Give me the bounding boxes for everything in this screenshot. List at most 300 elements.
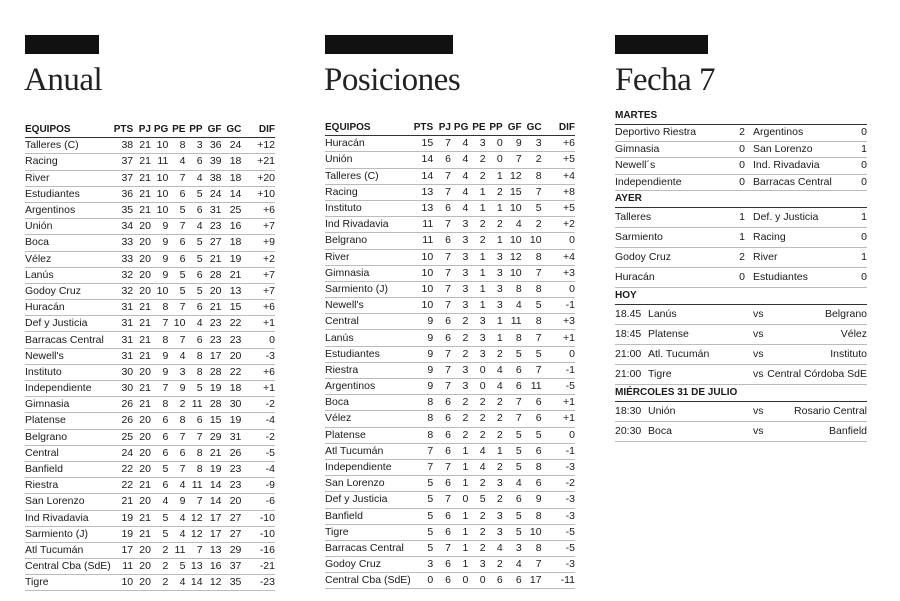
stat-cell: 2 [468,508,485,524]
stat-cell: 20 [133,461,151,477]
stat-cell: 0 [468,379,485,395]
column-header: GC [222,122,242,138]
team-name-cell: Racing [325,184,411,200]
team-name-cell: Belgrano [325,233,411,249]
stat-cell: 19 [111,526,133,542]
away-team: River [753,251,778,263]
stat-cell: 22 [111,478,133,494]
stat-cell: 20 [222,494,242,510]
stat-cell: 7 [433,265,451,281]
team-name-cell: Independiente [25,381,111,397]
table-row [325,524,575,540]
kickoff-time: 21:00 [615,368,642,380]
match-row [615,228,867,248]
stat-cell: 3 [468,314,485,330]
stat-cell: 9 [411,346,433,362]
stat-cell: 25 [222,202,242,218]
stat-cell: 21 [133,510,151,526]
stat-cell: 20 [222,348,242,364]
stat-cell: 4 [486,379,503,395]
home-score: 0 [739,159,745,171]
stat-cell: 20 [203,283,222,299]
stat-cell: 20 [133,364,151,380]
stat-cell: 9 [522,492,542,508]
stat-cell: 33 [111,251,133,267]
column-header: EQUIPOS [25,122,111,138]
stat-cell: 27 [222,510,242,526]
redacted-label-bar-posiciones [325,35,453,54]
stat-cell: 6 [433,427,451,443]
stat-cell: 3 [451,281,468,297]
stat-cell: 1 [468,265,485,281]
stat-cell: 2 [486,492,503,508]
team-name-cell: Central [25,445,111,461]
stat-cell: 4 [168,154,185,170]
team-name-cell: Atl Tucumán [325,443,411,459]
match-row [615,158,867,175]
stat-cell: 7 [185,542,202,558]
stat-cell: 2 [468,395,485,411]
stat-cell: 2 [451,314,468,330]
stat-cell: 12 [503,168,522,184]
stat-cell: 21 [133,300,151,316]
fixture-panel [615,108,867,442]
match-row [615,142,867,159]
stat-cell: 14 [203,478,222,494]
section-label-martes: MARTES [615,108,867,125]
stat-cell: 1 [486,200,503,216]
stat-cell: 7 [151,381,168,397]
stat-cell: 35 [222,575,242,591]
stat-cell: 2 [468,476,485,492]
table-row [325,411,575,427]
stat-cell: 2 [468,217,485,233]
stat-cell: 5 [411,508,433,524]
stat-cell: 2 [468,427,485,443]
stat-cell: 7 [433,298,451,314]
stat-cell: -10 [241,526,275,542]
stat-cell: 6 [151,413,168,429]
table-row [25,251,275,267]
stat-cell: 14 [203,494,222,510]
stat-cell: 20 [133,429,151,445]
stat-cell: -11 [542,573,575,589]
stat-cell: 10 [111,575,133,591]
table-row [25,526,275,542]
away-team: Rosario Central [794,405,867,417]
stat-cell: 10 [411,281,433,297]
stat-cell: 3 [185,138,202,154]
stat-cell: 2 [486,217,503,233]
stat-cell: 2 [468,168,485,184]
stat-cell: 3 [451,379,468,395]
stat-cell: 5 [168,283,185,299]
stat-cell: 7 [168,219,185,235]
table-row [25,283,275,299]
stat-cell: 5 [185,381,202,397]
stat-cell: 7 [168,300,185,316]
table-row [25,445,275,461]
stat-cell: 9 [411,314,433,330]
away-score: 0 [861,271,867,283]
stat-cell: +7 [241,219,275,235]
stat-cell: -2 [241,429,275,445]
stat-cell: 13 [411,200,433,216]
stat-cell: 8 [185,461,202,477]
stat-cell: 7 [433,184,451,200]
stat-cell: 5 [503,508,522,524]
table-row [25,202,275,218]
stat-cell: 4 [168,510,185,526]
team-name-cell: Barracas Central [25,332,111,348]
stat-cell: 6 [168,235,185,251]
stat-cell: 11 [522,379,542,395]
anual-standings-table [25,122,275,591]
stat-cell: 5 [151,526,168,542]
stat-cell: 7 [433,249,451,265]
team-name-cell: Boca [325,395,411,411]
stat-cell: 6 [433,395,451,411]
stat-cell: 1 [486,443,503,459]
stat-cell: 0 [542,427,575,443]
stat-cell: 0 [486,136,503,152]
stat-cell: 23 [222,461,242,477]
team-name-cell: Central Cba (SdE) [325,573,411,589]
team-name-cell: Godoy Cruz [325,557,411,573]
team-name-cell: Independiente [325,459,411,475]
stat-cell: 21 [133,526,151,542]
column-header: DIF [542,120,575,136]
team-name-cell: Unión [325,152,411,168]
stat-cell: 0 [542,233,575,249]
stat-cell: 1 [451,557,468,573]
posiciones-standings-table [325,120,575,589]
stat-cell: 4 [486,540,503,556]
stat-cell: 7 [503,395,522,411]
stat-cell: 20 [133,542,151,558]
stat-cell: 6 [522,411,542,427]
stat-cell: 4 [451,184,468,200]
stat-cell: +6 [241,364,275,380]
stat-cell: 4 [451,152,468,168]
away-team: Def. y Justicia [753,211,819,223]
column-header: PTS [111,122,133,138]
stat-cell: 2 [468,524,485,540]
stat-cell: 23 [203,219,222,235]
stat-cell: 1 [468,184,485,200]
stat-cell: 9 [411,362,433,378]
stat-cell: 2 [451,330,468,346]
stat-cell: 21 [133,316,151,332]
stat-cell: 21 [133,332,151,348]
team-name-cell: Huracán [25,300,111,316]
kickoff-time: 20:30 [615,425,642,437]
posiciones-title: Posiciones [324,62,461,98]
stat-cell: 5 [503,524,522,540]
stat-cell: 16 [203,559,222,575]
stat-cell: 6 [433,557,451,573]
stat-cell: 8 [411,411,433,427]
stat-cell: +1 [542,330,575,346]
stat-cell: 21 [133,348,151,364]
home-score: 2 [739,251,745,263]
team-name-cell: Instituto [25,364,111,380]
team-name-cell: Atl Tucumán [25,542,111,558]
team-name-cell: Banfield [325,508,411,524]
stat-cell: 3 [411,557,433,573]
stat-cell: 4 [468,443,485,459]
stat-cell: +21 [241,154,275,170]
team-name-cell: Gimnasia [325,265,411,281]
column-header: PJ [133,122,151,138]
table-row [325,281,575,297]
stat-cell: 30 [111,364,133,380]
stat-cell: 8 [411,427,433,443]
home-score: 2 [739,126,745,138]
table-row [325,233,575,249]
stat-cell: +4 [542,168,575,184]
team-name-cell: Belgrano [25,429,111,445]
stat-cell: 31 [111,316,133,332]
stat-cell: 0 [241,332,275,348]
home-team: Godoy Cruz [615,251,672,263]
stat-cell: 21 [133,186,151,202]
versus-label: vs [753,405,764,417]
stat-cell: 18 [222,154,242,170]
stat-cell: -3 [542,557,575,573]
table-row [325,459,575,475]
stat-cell: 29 [222,542,242,558]
stat-cell: 3 [451,249,468,265]
miercoles-schedule [615,402,867,442]
stat-cell: 2 [486,411,503,427]
stat-cell: 11 [411,233,433,249]
away-team: Belgrano [824,308,867,320]
stat-cell: 6 [433,443,451,459]
away-score: 0 [861,175,867,188]
stat-cell: 20 [133,235,151,251]
stat-cell: 4 [185,316,202,332]
stat-cell: 27 [203,235,222,251]
stat-cell: 27 [222,526,242,542]
stat-cell: 5 [411,476,433,492]
stat-cell: 1 [468,281,485,297]
stat-cell: 5 [411,492,433,508]
column-header: GF [203,122,222,138]
stat-cell: +1 [542,395,575,411]
stat-cell: 13 [185,559,202,575]
stat-cell: 21 [133,397,151,413]
stat-cell: 5 [503,427,522,443]
column-header: PE [468,120,485,136]
stat-cell: 8 [185,445,202,461]
team-name-cell: Platense [325,427,411,443]
kickoff-time: 18.45 [615,308,642,320]
stat-cell: 19 [222,413,242,429]
stat-cell: +2 [542,217,575,233]
home-team: Gimnasia [615,142,660,155]
stat-cell: 3 [486,476,503,492]
stat-cell: 8 [168,413,185,429]
stat-cell: 9 [411,330,433,346]
stat-cell: 6 [503,362,522,378]
table-row [325,346,575,362]
stat-cell: 2 [468,540,485,556]
stat-cell: 20 [133,251,151,267]
team-name-cell: Riestra [25,478,111,494]
stat-cell: 7 [411,443,433,459]
stat-cell: 6 [522,443,542,459]
table-row [325,379,575,395]
stat-cell: 6 [503,573,522,589]
stat-cell: +1 [542,411,575,427]
team-name-cell: Huracán [325,136,411,152]
table-header-row [25,122,275,138]
stat-cell: 17 [203,348,222,364]
stat-cell: 2 [451,395,468,411]
stat-cell: 3 [468,346,485,362]
stat-cell: +6 [241,202,275,218]
stat-cell: 18 [222,381,242,397]
stat-cell: 20 [133,575,151,591]
stat-cell: 9 [151,251,168,267]
away-team: San Lorenzo [753,142,813,155]
stat-cell: 3 [486,508,503,524]
away-score: 1 [861,211,867,223]
stat-cell: 4 [486,362,503,378]
stat-cell: 3 [451,298,468,314]
stat-cell: 5 [411,524,433,540]
stat-cell: 9 [168,494,185,510]
stat-cell: 4 [503,298,522,314]
stat-cell: 7 [503,411,522,427]
fixture-row [615,422,867,442]
home-team: Independiente [615,175,682,188]
away-team: Central Córdoba SdE [767,368,867,380]
stat-cell: 6 [168,186,185,202]
column-header: PG [151,122,168,138]
table-row [25,219,275,235]
match-row [615,125,867,142]
stat-cell: 8 [151,300,168,316]
stat-cell: 9 [151,267,168,283]
stat-cell: 21 [133,478,151,494]
stat-cell: 7 [433,459,451,475]
table-row [25,429,275,445]
stat-cell: 5 [522,200,542,216]
stat-cell: -5 [542,524,575,540]
stat-cell: 6 [151,429,168,445]
table-row [325,508,575,524]
stat-cell: 7 [411,459,433,475]
stat-cell: 26 [111,413,133,429]
stat-cell: 9 [151,235,168,251]
team-name-cell: Gimnasia [25,397,111,413]
stat-cell: 11 [111,559,133,575]
stat-cell: -2 [542,476,575,492]
team-name-cell: Vélez [325,411,411,427]
stat-cell: +3 [542,265,575,281]
stat-cell: 6 [503,379,522,395]
team-name-cell: Riestra [325,362,411,378]
away-score: 1 [861,142,867,155]
stat-cell: 11 [168,542,185,558]
stat-cell: 6 [433,233,451,249]
team-name-cell: Argentinos [25,202,111,218]
versus-label: vs [753,348,764,360]
stat-cell: 2 [486,459,503,475]
stat-cell: 9 [411,379,433,395]
table-row [325,136,575,152]
versus-label: vs [753,368,764,380]
stat-cell: 2 [451,427,468,443]
stat-cell: 7 [433,540,451,556]
table-row [25,267,275,283]
stat-cell: 3 [486,298,503,314]
stat-cell: 7 [433,492,451,508]
section-label-ayer: AYER [615,191,867,208]
stat-cell: 5 [168,267,185,283]
stat-cell: 0 [542,281,575,297]
team-name-cell: Newell's [25,348,111,364]
away-team: Racing [753,231,786,243]
stat-cell: 4 [503,476,522,492]
stat-cell: 1 [468,249,485,265]
team-name-cell: Banfield [25,461,111,477]
column-header: DIF [241,122,275,138]
stat-cell: 6 [168,445,185,461]
stat-cell: 11 [185,397,202,413]
stat-cell: 6 [151,445,168,461]
home-team: Tigre [648,368,672,380]
versus-label: vs [753,308,764,320]
stat-cell: 32 [111,267,133,283]
stat-cell: 8 [522,314,542,330]
stat-cell: 2 [522,217,542,233]
stat-cell: 1 [451,476,468,492]
stat-cell: 3 [451,217,468,233]
stat-cell: 7 [522,362,542,378]
table-row [25,186,275,202]
stat-cell: 2 [151,575,168,591]
team-name-cell: Estudiantes [25,186,111,202]
team-name-cell: Barracas Central [325,540,411,556]
stat-cell: 5 [185,251,202,267]
stat-cell: 2 [151,542,168,558]
away-team: Ind. Rivadavia [753,159,820,171]
stat-cell: 4 [468,459,485,475]
team-name-cell: San Lorenzo [325,476,411,492]
stat-cell: -9 [241,478,275,494]
home-team: Huracán [615,271,655,283]
fixture-row [615,325,867,345]
stat-cell: 2 [468,233,485,249]
stat-cell: 10 [411,265,433,281]
ayer-results [615,208,867,288]
home-team: Lanús [648,308,677,320]
fixture-row [615,402,867,422]
stat-cell: 5 [411,540,433,556]
stat-cell: 3 [451,265,468,281]
column-header: PTS [411,120,433,136]
home-score: 0 [739,175,745,188]
stat-cell: 15 [222,300,242,316]
stat-cell: 2 [486,184,503,200]
table-row [25,478,275,494]
section-label-miercoles: MIÉRCOLES 31 DE JULIO [615,385,867,402]
fixture-row [615,365,867,385]
stat-cell: 7 [433,136,451,152]
